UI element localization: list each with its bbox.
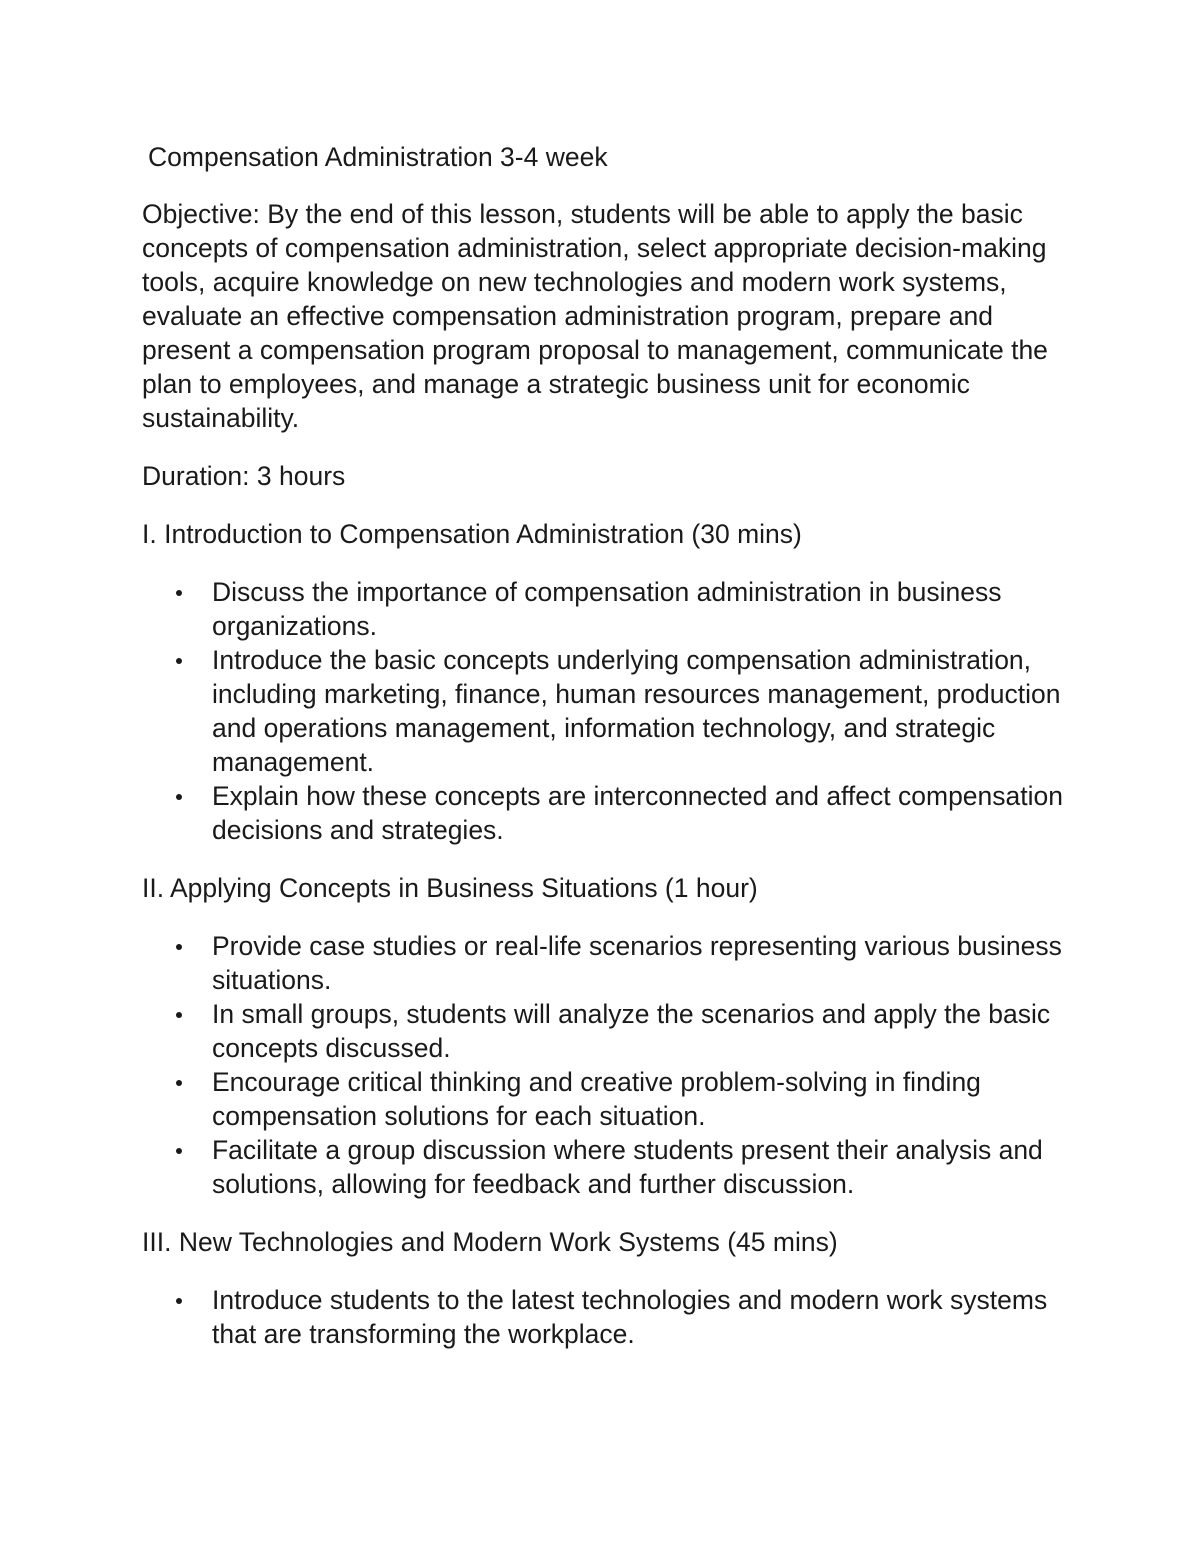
bullet-icon bbox=[176, 794, 182, 800]
bullet-icon bbox=[176, 1080, 182, 1086]
objective-paragraph: Objective: By the end of this lesson, students will be able to apply the basic concepts of compensation administration, select appropriate decision-making tools, acquire knowledge on new technologies and modern work systems, evaluate an effective compensation administration program, prepare and present a compensation program proposal to management, communicate the plan to employees, and manage a strategic business unit for economic sustainability. bbox=[142, 199, 1048, 433]
list-item-text: Explain how these concepts are interconnected and affect compensation decisions and strategies. bbox=[212, 781, 1064, 845]
bullet-icon bbox=[176, 1148, 182, 1154]
document-body bbox=[142, 140, 1072, 1375]
section-3-bullet-list bbox=[142, 1283, 1072, 1351]
duration-paragraph: Duration: 3 hours bbox=[142, 461, 346, 491]
bullet-icon bbox=[176, 1298, 182, 1304]
list-item bbox=[212, 997, 1072, 1065]
list-item bbox=[212, 1133, 1072, 1201]
section-heading-2: II. Applying Concepts in Business Situations (1 hour) bbox=[142, 873, 758, 903]
list-item-text: Introduce the basic concepts underlying compensation administration, including marketing, finance, human resources management, production and operations management, information technology, and strategic management. bbox=[212, 645, 1061, 777]
section-2-bullet-list bbox=[142, 929, 1072, 1201]
list-item bbox=[212, 929, 1072, 997]
list-item bbox=[212, 643, 1072, 779]
list-item-text: Provide case studies or real-life scenarios representing various business situations. bbox=[212, 931, 1062, 995]
list-item-text: Discuss the importance of compensation administration in business organizations. bbox=[212, 577, 1002, 641]
list-item-text: Encourage critical thinking and creative problem-solving in finding compensation solutions for each situation. bbox=[212, 1067, 981, 1131]
section-1-bullet-list bbox=[142, 575, 1072, 847]
bullet-icon bbox=[176, 590, 182, 596]
section-heading-3: III. New Technologies and Modern Work Systems (45 mins) bbox=[142, 1227, 838, 1257]
list-item bbox=[212, 779, 1072, 847]
list-item bbox=[212, 1283, 1072, 1351]
list-item-text: Facilitate a group discussion where students present their analysis and solutions, allowing for feedback and further discussion. bbox=[212, 1135, 1043, 1199]
list-item-text: In small groups, students will analyze the scenarios and apply the basic concepts discussed. bbox=[212, 999, 1051, 1063]
bullet-icon bbox=[176, 944, 182, 950]
bullet-icon bbox=[176, 1012, 182, 1018]
list-item bbox=[212, 575, 1072, 643]
list-item bbox=[212, 1065, 1072, 1133]
section-heading-1: I. Introduction to Compensation Administration (30 mins) bbox=[142, 519, 802, 549]
document-title: Compensation Administration 3-4 week bbox=[148, 142, 608, 172]
list-item-text: Introduce students to the latest technologies and modern work systems that are transforming the workplace. bbox=[212, 1285, 1048, 1349]
bullet-icon bbox=[176, 658, 182, 664]
